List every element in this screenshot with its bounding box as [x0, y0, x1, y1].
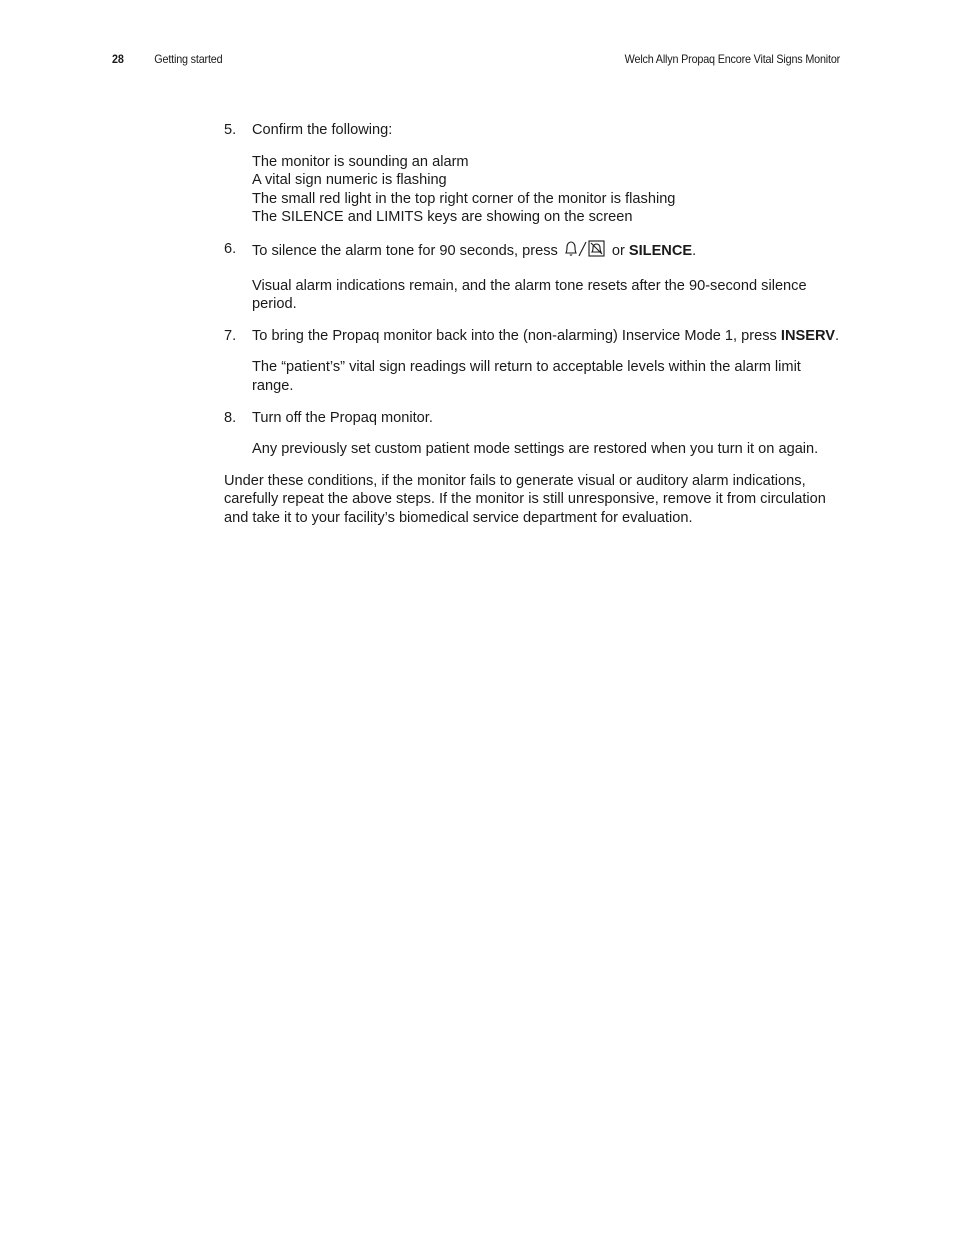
period: . — [692, 242, 697, 259]
step-8 — [224, 409, 844, 428]
step-text — [252, 240, 844, 264]
page-header — [112, 52, 841, 70]
closing-paragraph: Under these conditions, if the monitor fails to generate visual or auditory alarm indications, carefully repeat the above steps. If the monitor is still unresponsive, remove it from circulation and take it to your facility’s biomedical service department for evaluation. — [224, 472, 826, 526]
step-text-main: To bring the Propaq monitor back into the (non-alarming) Inservice Mode 1, press — [252, 327, 777, 344]
step-number: 7. — [224, 327, 237, 344]
inserv-key-label: INSERV — [780, 327, 835, 344]
checklist-item: The SILENCE and LIMITS keys are showing on the screen — [252, 209, 633, 226]
step-7-note: The “patient’s” vital sign readings will return to acceptable levels within the alarm limit range. — [252, 359, 801, 394]
section-title: Getting started — [154, 52, 223, 66]
document-title: Welch Allyn Propaq Encore Vital Signs Monitor — [624, 52, 841, 66]
alarm-bell-silence-icon — [562, 240, 608, 264]
step-number: 5. — [224, 122, 237, 138]
step-6-note: Visual alarm indications remain, and the alarm tone resets after the 90-second silence period. — [252, 277, 807, 313]
step-text: Turn off the Propaq monitor. — [252, 409, 433, 426]
step-8-note: Any previously set custom patient mode settings are restored when you turn it on again. — [252, 441, 819, 458]
step-5-checklist — [252, 153, 844, 227]
step-7 — [224, 327, 844, 346]
step-6 — [224, 240, 844, 264]
silence-key-label: SILENCE — [628, 242, 693, 259]
period: . — [834, 327, 840, 344]
step-text-before: To silence the alarm tone for 90 seconds, press — [252, 242, 558, 259]
checklist-item: The small red light in the top right corner of the monitor is flashing — [252, 190, 676, 207]
step-5 — [224, 121, 844, 140]
step-number: 8. — [224, 409, 237, 426]
page-number: 28 — [112, 52, 124, 66]
checklist-item: The monitor is sounding an alarm — [252, 153, 469, 170]
step-text — [252, 327, 844, 346]
step-text-or: or — [611, 242, 625, 259]
main-content — [224, 121, 844, 528]
step-text: Confirm the following: — [252, 122, 393, 138]
step-number: 6. — [224, 240, 237, 257]
checklist-item: A vital sign numeric is flashing — [252, 172, 447, 189]
